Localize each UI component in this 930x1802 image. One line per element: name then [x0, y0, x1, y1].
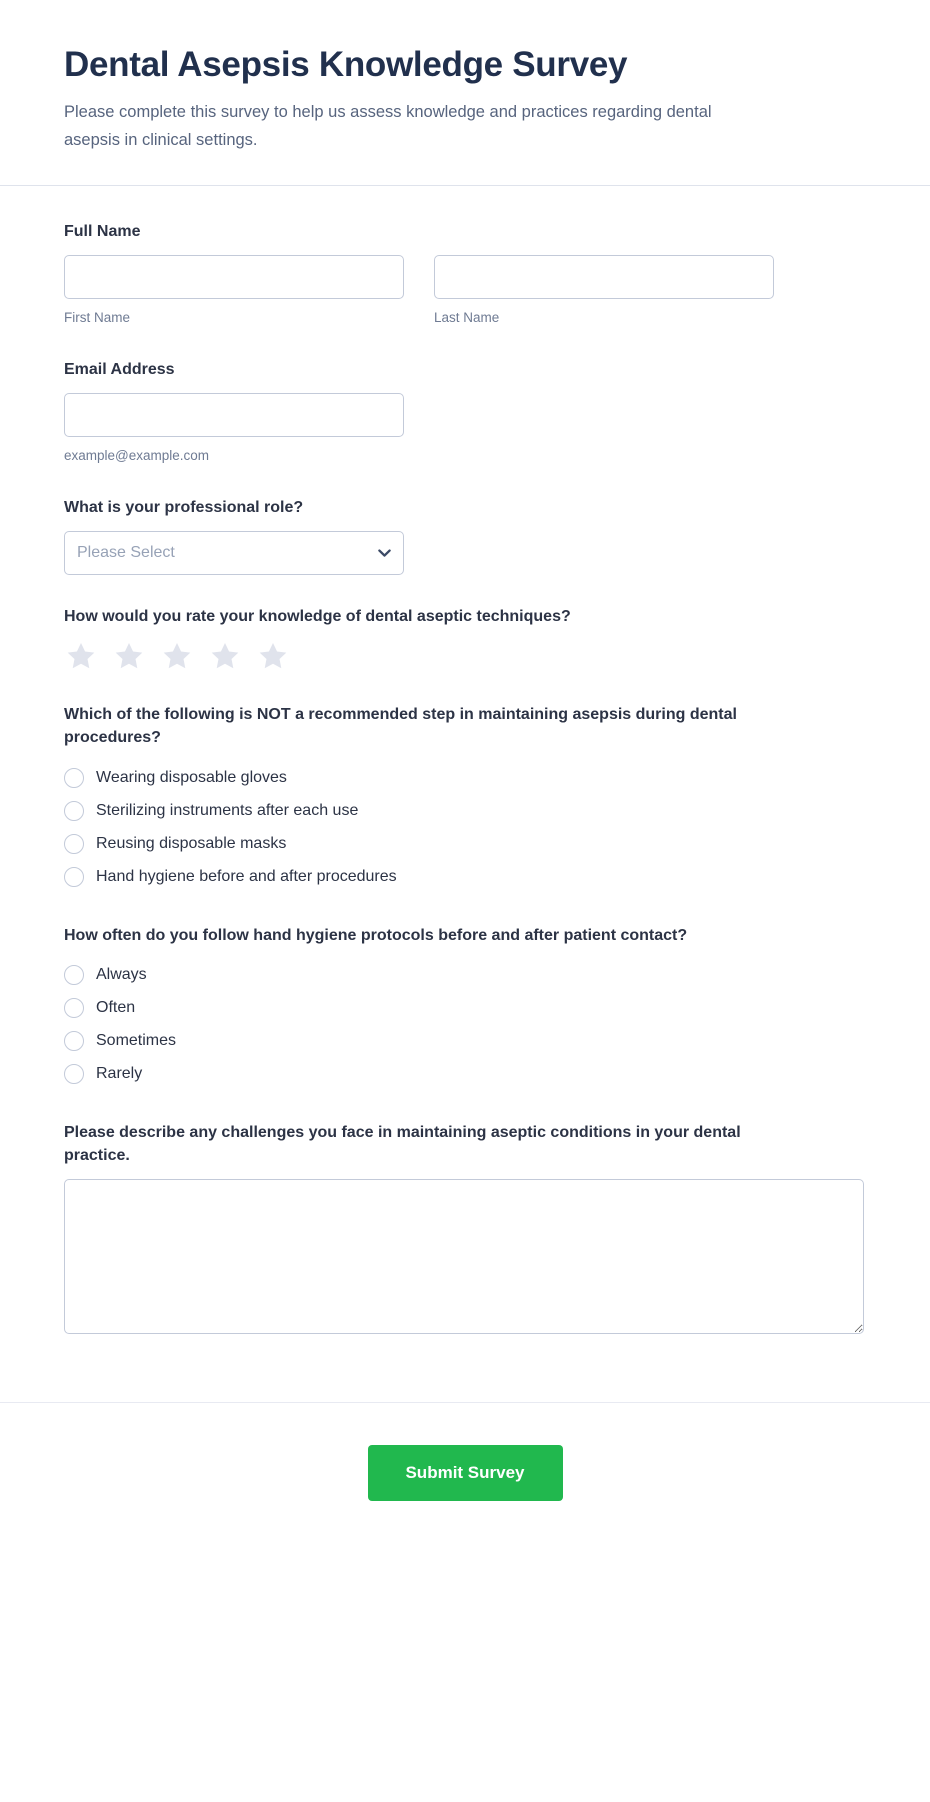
form-footer: [0, 1403, 930, 1561]
field-email: [64, 358, 866, 466]
radio-option[interactable]: [64, 959, 866, 992]
star-icon[interactable]: [64, 640, 98, 673]
email-label: Email Address: [64, 360, 175, 378]
radio-circle-icon: [64, 834, 84, 854]
last-name-group: [434, 255, 774, 328]
challenges-textarea[interactable]: [64, 1179, 864, 1334]
first-name-group: [64, 255, 404, 328]
field-professional-role: [64, 496, 866, 575]
footer-spacer: [0, 1364, 930, 1402]
radio-option-label: Reusing disposable masks: [96, 834, 287, 852]
star-icon[interactable]: [256, 640, 290, 673]
radio-circle-icon: [64, 1064, 84, 1084]
radio-option-label: Hand hygiene before and after procedures: [96, 867, 397, 885]
radio-option[interactable]: [64, 992, 866, 1025]
radio-circle-icon: [64, 867, 84, 887]
radio-circle-icon: [64, 768, 84, 788]
email-group: [64, 393, 404, 466]
page-subtitle: Please complete this survey to help us assess knowledge and practices regarding dental asepsis in clinical settings.: [64, 103, 712, 150]
last-name-sublabel: Last Name: [434, 309, 500, 325]
field-not-recommended: [64, 703, 866, 893]
not-recommended-options: [64, 762, 866, 894]
radio-option-label: Rarely: [96, 1064, 143, 1082]
star-icon[interactable]: [112, 640, 146, 673]
star-icon[interactable]: [160, 640, 194, 673]
full-name-label: Full Name: [64, 222, 141, 240]
submit-survey-button[interactable]: Submit Survey: [368, 1445, 563, 1501]
full-name-inputs: [64, 255, 866, 328]
page-title: Dental Asepsis Knowledge Survey: [64, 45, 628, 84]
email-input[interactable]: [64, 393, 404, 437]
professional-role-select-wrap: [64, 531, 404, 575]
hand-hygiene-frequency-options: [64, 959, 866, 1091]
radio-option-label: Sometimes: [96, 1031, 177, 1049]
radio-option[interactable]: [64, 1058, 866, 1091]
field-full-name: [64, 220, 866, 328]
radio-option-label: Often: [96, 998, 136, 1016]
first-name-sublabel: First Name: [64, 309, 131, 325]
professional-role-select[interactable]: [64, 531, 404, 575]
radio-option[interactable]: [64, 762, 866, 795]
radio-option[interactable]: [64, 1025, 866, 1058]
challenges-label: Please describe any challenges you face in maintaining aseptic conditions in your dental practice.: [64, 1123, 741, 1165]
professional-role-label: What is your professional role?: [64, 498, 304, 516]
star-rating-group[interactable]: [64, 640, 866, 673]
not-recommended-label: Which of the following is NOT a recommended step in maintaining asepsis during dental procedures?: [64, 706, 737, 747]
first-name-input[interactable]: [64, 255, 404, 299]
star-icon[interactable]: [208, 640, 242, 673]
form-header: [0, 0, 930, 185]
radio-option[interactable]: [64, 861, 866, 894]
form-body: [0, 186, 930, 1334]
radio-circle-icon: [64, 998, 84, 1018]
field-hand-hygiene-frequency: [64, 924, 866, 1091]
field-knowledge-rating: [64, 605, 866, 673]
field-challenges: [64, 1121, 866, 1334]
professional-role-selected-value: Please Select: [77, 544, 175, 562]
radio-option[interactable]: [64, 828, 866, 861]
email-sublabel: example@example.com: [64, 448, 210, 463]
knowledge-rating-label: How would you rate your knowledge of dental aseptic techniques?: [64, 608, 571, 626]
radio-option[interactable]: [64, 795, 866, 828]
radio-option-label: Wearing disposable gloves: [96, 768, 287, 786]
radio-circle-icon: [64, 801, 84, 821]
last-name-input[interactable]: [434, 255, 774, 299]
radio-option-label: Sterilizing instruments after each use: [96, 801, 359, 819]
hand-hygiene-frequency-label: How often do you follow hand hygiene protocols before and after patient contact?: [64, 926, 688, 944]
radio-circle-icon: [64, 1031, 84, 1051]
radio-option-label: Always: [96, 965, 147, 983]
radio-circle-icon: [64, 965, 84, 985]
